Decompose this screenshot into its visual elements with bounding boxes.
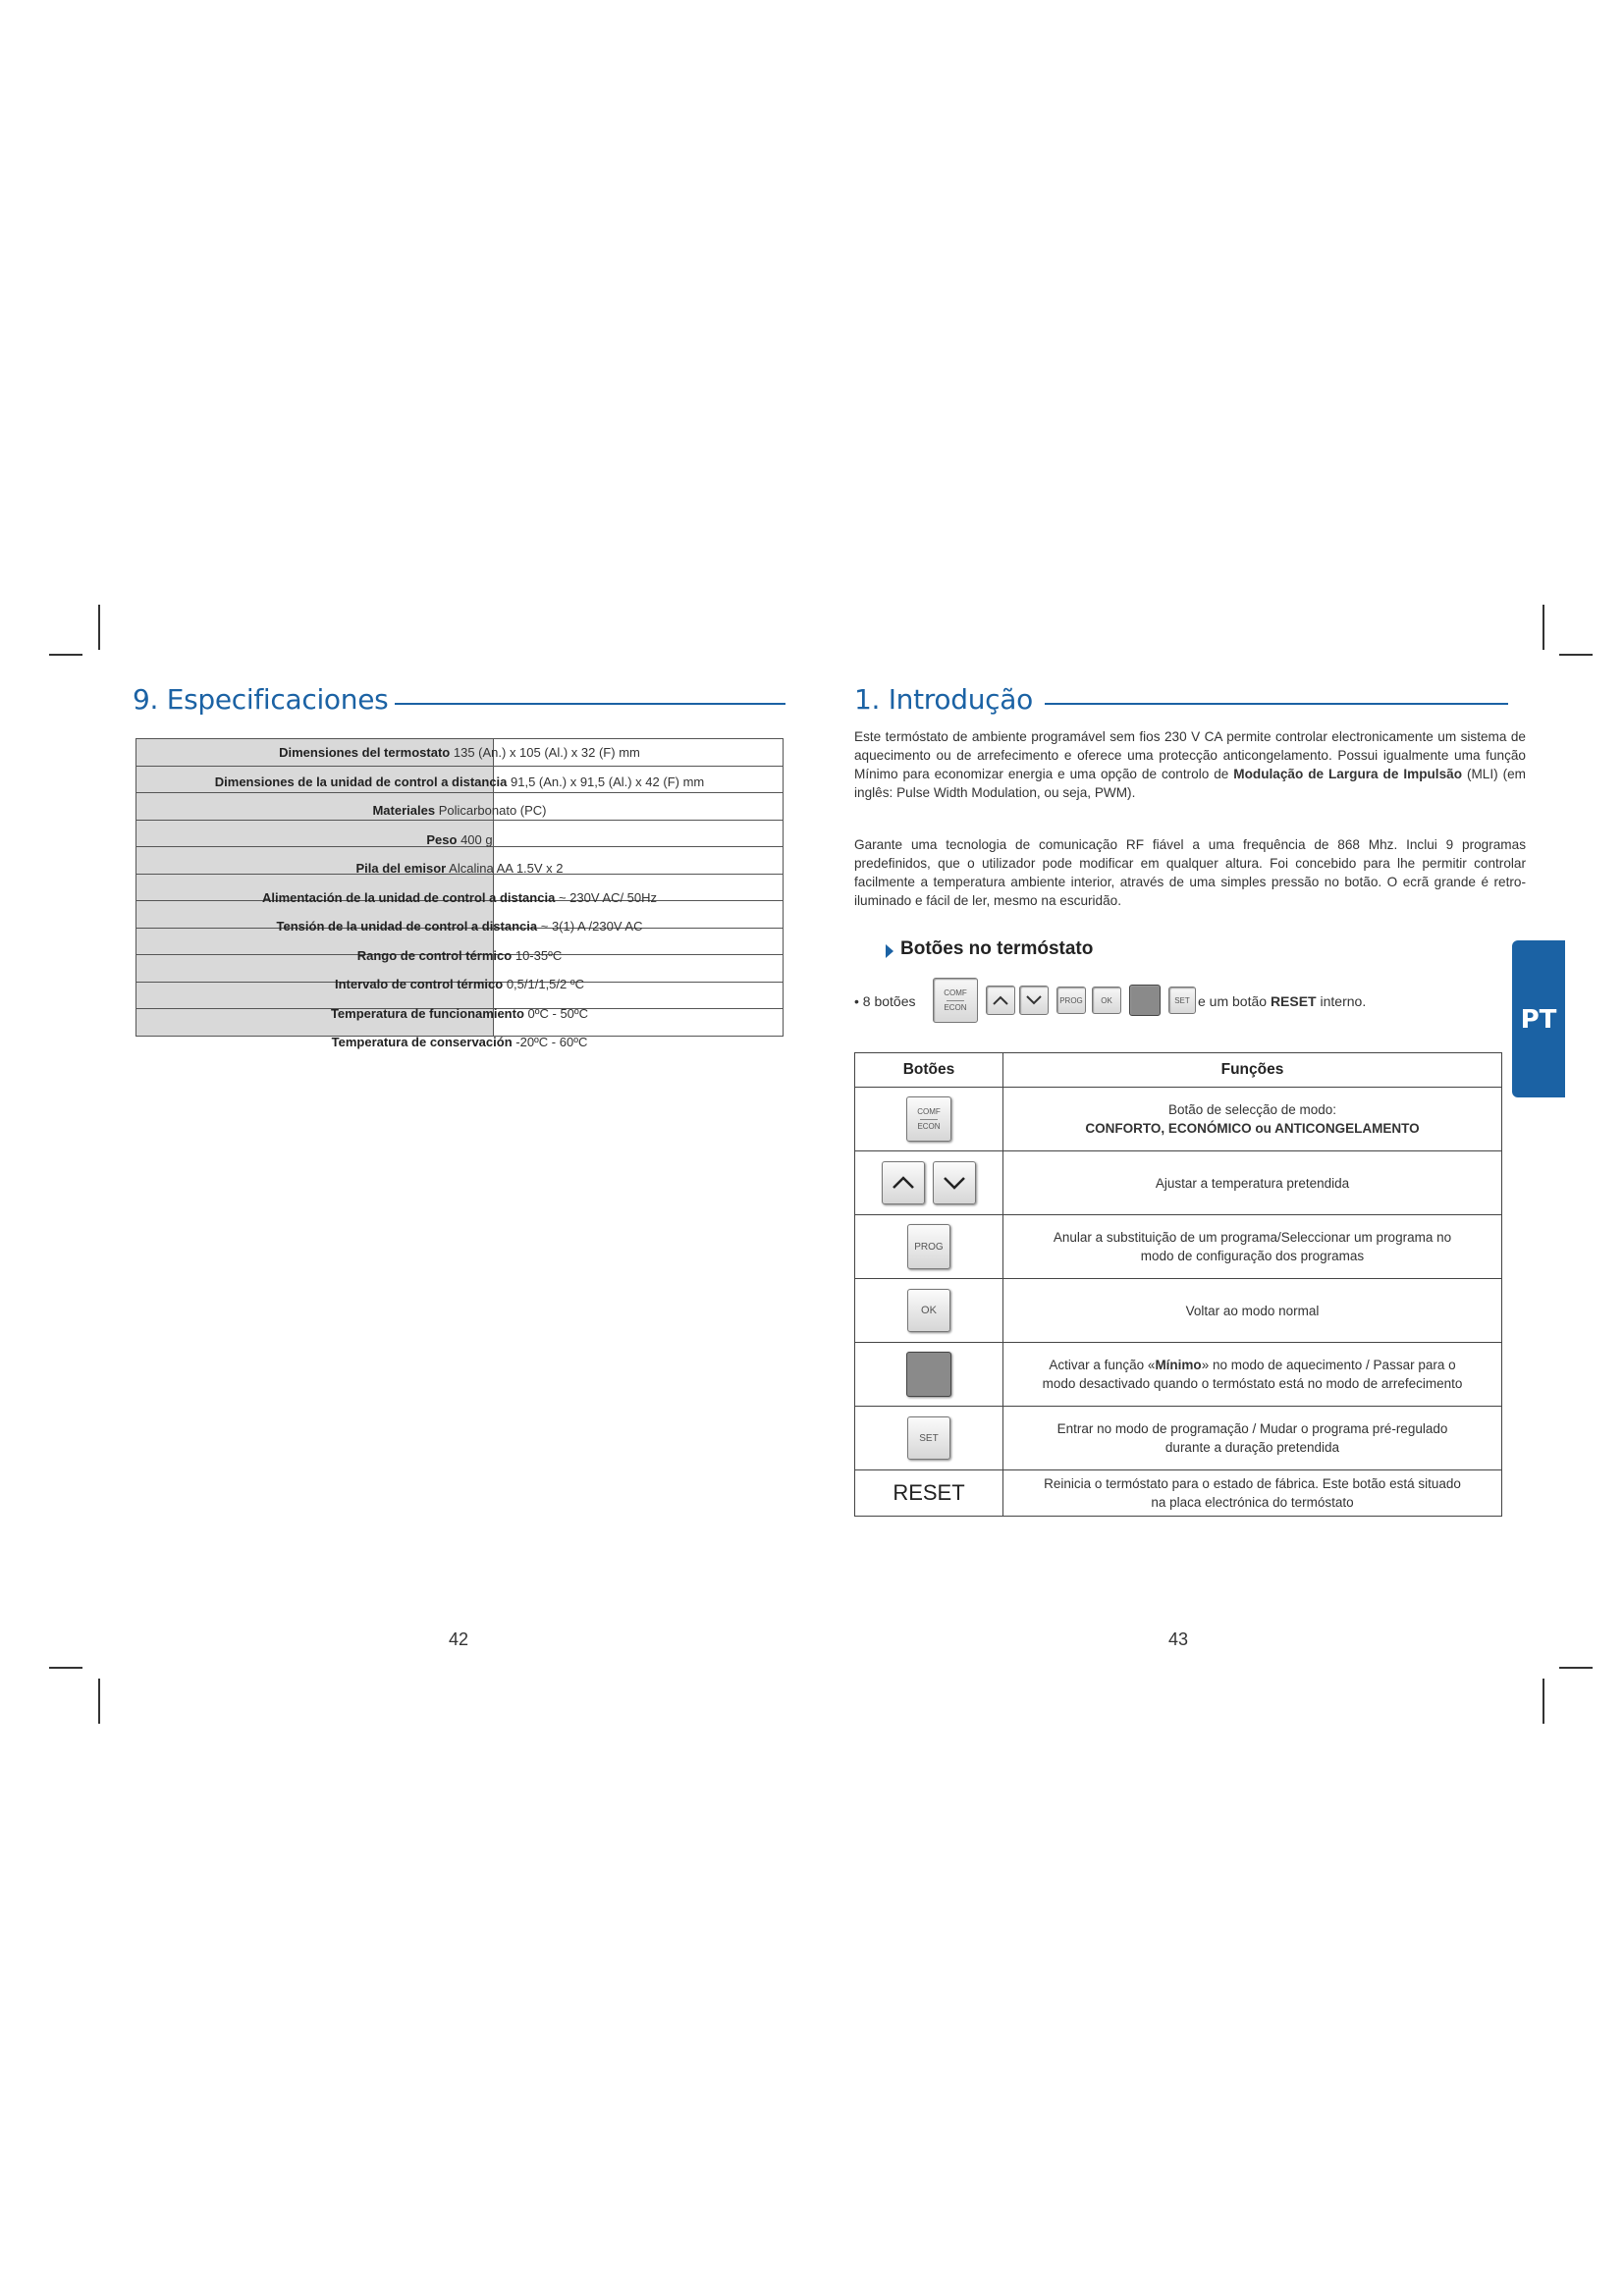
spec-value: Policarbonato (PC) <box>438 803 547 818</box>
function-cell: Botão de selecção de modo: CONFORTO, ECONÓMICO ou ANTICONGELAMENTO <box>1003 1088 1502 1151</box>
prog-button-icon: PROG <box>1056 987 1086 1014</box>
crop-mark <box>49 1667 82 1669</box>
bullet-prefix: • 8 botões <box>854 993 916 1009</box>
ok-button-icon: OK <box>1092 987 1121 1014</box>
language-tab: PT <box>1512 940 1565 1097</box>
down-arrow-icon <box>933 1161 976 1204</box>
spec-label: Intervalo de control térmico <box>334 977 504 991</box>
spec-label: Peso <box>426 831 458 847</box>
spec-value: 0ºC - 50ºC <box>527 1005 589 1021</box>
down-arrow-icon <box>1019 986 1049 1015</box>
function-cell: Entrar no modo de programação / Mudar o programa pré-regulado durante a duração pretendida <box>1003 1407 1502 1470</box>
buttons-functions-table <box>854 1052 1502 1517</box>
spec-row <box>135 1029 784 1056</box>
crop-mark <box>98 605 100 650</box>
heading-rule <box>395 703 785 705</box>
spec-label: Temperatura de funcionamiento <box>330 1005 524 1021</box>
crop-mark <box>49 654 82 656</box>
subheading-buttons: Botões no termóstato <box>900 938 1094 959</box>
spec-row <box>135 1000 784 1028</box>
table-row <box>855 1470 1502 1517</box>
spec-row <box>135 971 784 998</box>
function-cell: Activar a função «Mínimo» no modo de aquecimento / Passar para o modo desactivado quando o termóstato está no modo de arrefecimento <box>1003 1343 1502 1407</box>
spec-row <box>135 769 784 796</box>
crop-mark <box>1559 1667 1593 1669</box>
spec-value: Alcalina AA 1.5V x 2 <box>449 861 564 876</box>
spec-label: Pila del emisor <box>355 861 447 876</box>
spec-row <box>135 913 784 940</box>
spec-label: Rango de control térmico <box>356 947 513 963</box>
up-arrow-icon <box>882 1161 925 1204</box>
reset-label: RESET <box>893 1480 965 1505</box>
caret-right-icon <box>886 944 893 958</box>
spec-value: ~ 3(1) A /230V AC <box>540 919 643 934</box>
spec-row <box>135 739 784 767</box>
spec-value: 10-35ºC <box>514 947 563 963</box>
spec-label: Dimensiones del termostato <box>279 745 451 760</box>
table-row <box>855 1215 1502 1279</box>
page-number: 43 <box>1168 1629 1189 1649</box>
spec-value: 400 g <box>460 831 493 847</box>
page-number: 42 <box>449 1629 469 1649</box>
comf-econ-button-icon: COMF ECON <box>933 978 978 1023</box>
minimum-button-icon <box>1129 985 1161 1016</box>
spec-value: 91,5 (An.) x 91,5 (Al.) x 42 (F) mm <box>511 774 705 789</box>
function-cell: Voltar ao modo normal <box>1003 1279 1502 1343</box>
column-header-buttons: Botões <box>855 1053 1003 1088</box>
up-arrow-icon <box>986 986 1015 1015</box>
section-heading-specs: 9. Especificaciones <box>133 683 389 716</box>
bullet-suffix: e um botão RESET interno. <box>1198 993 1367 1009</box>
spec-row <box>135 827 784 854</box>
function-cell: Anular a substituição de um programa/Seleccionar um programa no modo de configuração dos programas <box>1003 1215 1502 1279</box>
table-row <box>855 1343 1502 1407</box>
spec-row <box>135 797 784 825</box>
spec-label: Materiales <box>372 803 436 818</box>
table-row <box>855 1279 1502 1343</box>
table-row <box>855 1088 1502 1151</box>
spec-label: Tensión de la unidad de control a distancia <box>276 919 538 934</box>
spec-label: Temperatura de conservación <box>331 1035 513 1049</box>
spec-label: Dimensiones de la unidad de control a distancia <box>214 774 508 789</box>
table-row <box>855 1407 1502 1470</box>
crop-mark <box>1543 605 1544 650</box>
spec-value: 0,5/1/1,5/2 ºC <box>506 977 584 991</box>
function-cell: Ajustar a temperatura pretendida <box>1003 1151 1502 1215</box>
spec-row <box>135 942 784 970</box>
spec-value: -20ºC - 60ºC <box>515 1035 588 1049</box>
prog-button-icon: PROG <box>907 1224 950 1269</box>
section-heading-intro: 1. Introdução <box>854 683 1033 716</box>
intro-paragraph-2: Garante uma tecnologia de comunicação RF fiável a uma frequência de 868 Mhz. Inclui 9 programas predefinidos, que o utilizador pode modificar em qualquer altura. Foi concebido para lhe permitir controlar facilmente a temperatura ambiente interior, através de uma simples pressão no botão. O ecrã grande é retro-iluminado e fácil de ler, mesmo na escuridão. <box>854 837 1526 908</box>
spec-label: Alimentación de la unidad de control a distancia <box>261 889 556 905</box>
ok-button-icon: OK <box>907 1289 950 1332</box>
spec-row <box>135 855 784 882</box>
crop-mark <box>1559 654 1593 656</box>
function-cell: Reinicia o termóstato para o estado de fábrica. Este botão está situado na placa electrónica do termóstato <box>1003 1470 1502 1517</box>
comf-econ-button-icon: COMF ECON <box>906 1096 951 1142</box>
minimum-button-icon <box>906 1352 951 1397</box>
spec-value: 135 (An.) x 105 (Al.) x 32 (F) mm <box>453 745 640 760</box>
intro-paragraph-1: Este termóstato de ambiente programável sem fios 230 V CA permite controlar electronicamente um sistema de aquecimento ou de arrefecimento e oferece uma protecção anticongelamento. Possui igualmente uma função Mínimo para economizar energia e uma opção de controlo de Modulação de Largura de Impulsão (MLI) (em inglês: Pulse Width Modulation, ou seja, PWM). <box>854 729 1526 800</box>
heading-rule <box>1045 703 1508 705</box>
set-button-icon: SET <box>907 1416 950 1460</box>
spec-row <box>135 884 784 912</box>
table-row <box>855 1151 1502 1215</box>
crop-mark <box>98 1679 100 1724</box>
column-header-functions: Funções <box>1003 1053 1502 1088</box>
spec-value: ~ 230V AC/ 50Hz <box>558 889 658 905</box>
set-button-icon: SET <box>1168 987 1196 1014</box>
crop-mark <box>1543 1679 1544 1724</box>
